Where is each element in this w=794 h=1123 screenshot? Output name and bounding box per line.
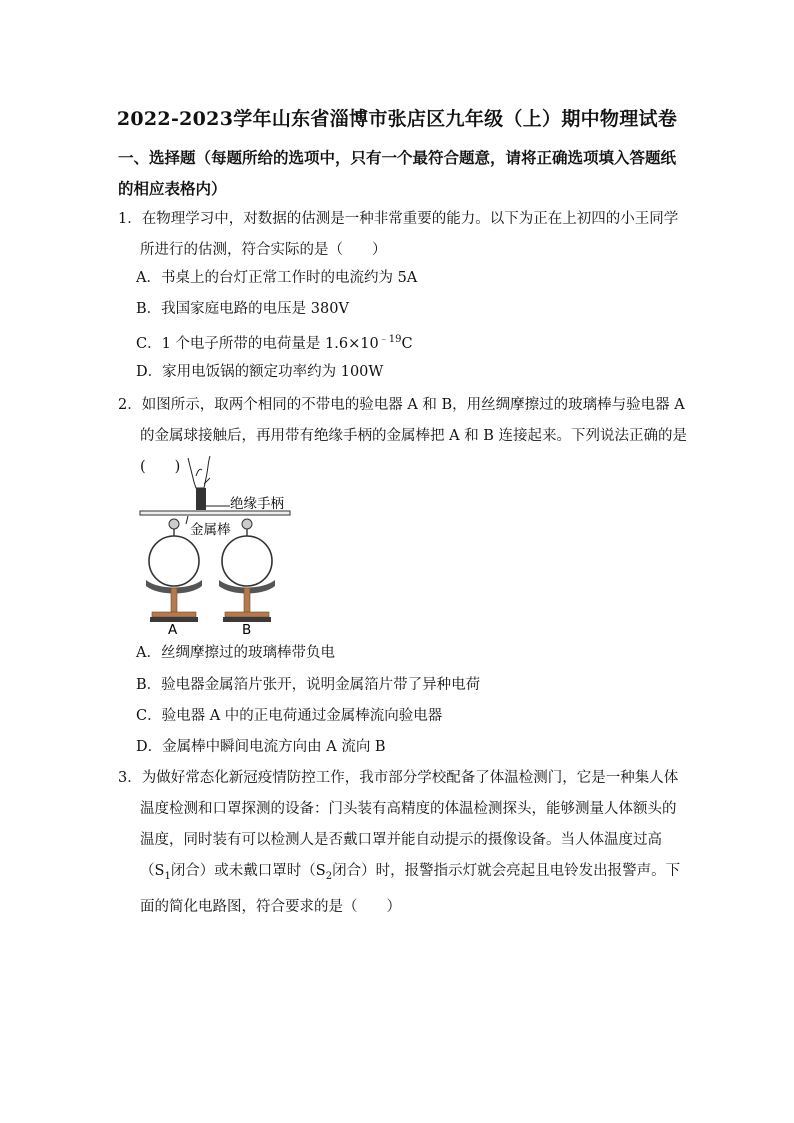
electroscope-figure bbox=[138, 448, 298, 638]
rod-label-leader bbox=[186, 516, 188, 524]
q1-option-a: A．书桌上的台灯正常工作时的电流约为 5A bbox=[136, 270, 418, 286]
metal-rod-label: 金属棒 bbox=[190, 522, 231, 538]
question-3 bbox=[118, 763, 688, 923]
electroscope-a-label: A bbox=[168, 622, 178, 638]
insulated-handle-label: 绝缘手柄 bbox=[230, 496, 284, 512]
exam-title: 2022-2023学年山东省淄博市张店区九年级（上）期中物理试卷 bbox=[116, 108, 678, 130]
q2-option-c: C．验电器 A 中的正电荷通过金属棒流向验电器 bbox=[136, 708, 443, 724]
q1-option-b: B．我国家庭电路的电压是 380V bbox=[136, 301, 349, 317]
hand-icon bbox=[188, 456, 210, 488]
electroscope-b-label: B bbox=[242, 622, 252, 638]
question-2-stem: 2．如图所示，取两个相同的不带电的验电器 A 和 B，用丝绸摩擦过的玻璃棒与验电器 A 的金属球接触后，再用带有绝缘手柄的金属棒把 A 和 B 连接起来。下列说法正确的是( ) bbox=[118, 397, 688, 475]
q1-option-c-text: C．1 个电子所带的电荷量是 1.6×10 bbox=[136, 335, 379, 352]
q1-option-c-exponent: ﹣19 bbox=[378, 334, 402, 345]
q1-option-c-unit: C bbox=[401, 335, 413, 352]
q1-option-c bbox=[136, 330, 413, 354]
s1-subscript: 1 bbox=[164, 870, 171, 882]
question-1-stem: 1．在物理学习中，对数据的估测是一种非常重要的能力。以下为正在上初四的小王同学所进行的估测，符合实际的是（ ） bbox=[118, 211, 679, 258]
insulated-handle bbox=[196, 488, 206, 510]
question-3-stem-part1: 3．为做好常态化新冠疫情防控工作，我市部分学校配备了体温检测门，它是一种集人体温度检测和口罩探测的设备：门头装有高精度的体温检测探头，能够测量人体额头的温度，同时装有可以检测人是否戴口罩并能自动提示的摄像设备。当人体温度过高（S bbox=[118, 770, 679, 879]
question-3-stem-part3: 闭合）时，报警指示灯就会亮起且电铃发出报警声。下面的简化电路图，符合要求的是（ ） bbox=[140, 863, 681, 915]
s2-subscript: 2 bbox=[325, 870, 333, 882]
section-heading: 一、选择题（每题所给的选项中，只有一个最符合题意，请将正确选项填入答题纸的相应表格内） bbox=[118, 148, 677, 198]
question-1 bbox=[118, 204, 688, 266]
question-3-stem-part2: 闭合）或未戴口罩时（S bbox=[170, 863, 326, 879]
q1-option-d: D．家用电饭锅的额定功率约为 100W bbox=[136, 364, 384, 380]
q2-option-a: A．丝绸摩擦过的玻璃棒带负电 bbox=[136, 645, 335, 661]
q2-option-d: D．金属棒中瞬间电流方向由 A 流向 B bbox=[136, 739, 386, 755]
electroscope-diagram bbox=[138, 448, 298, 638]
q2-option-b: B．验电器金属箔片张开，说明金属箔片带了异种电荷 bbox=[136, 677, 481, 693]
question-3-stem bbox=[118, 763, 688, 923]
